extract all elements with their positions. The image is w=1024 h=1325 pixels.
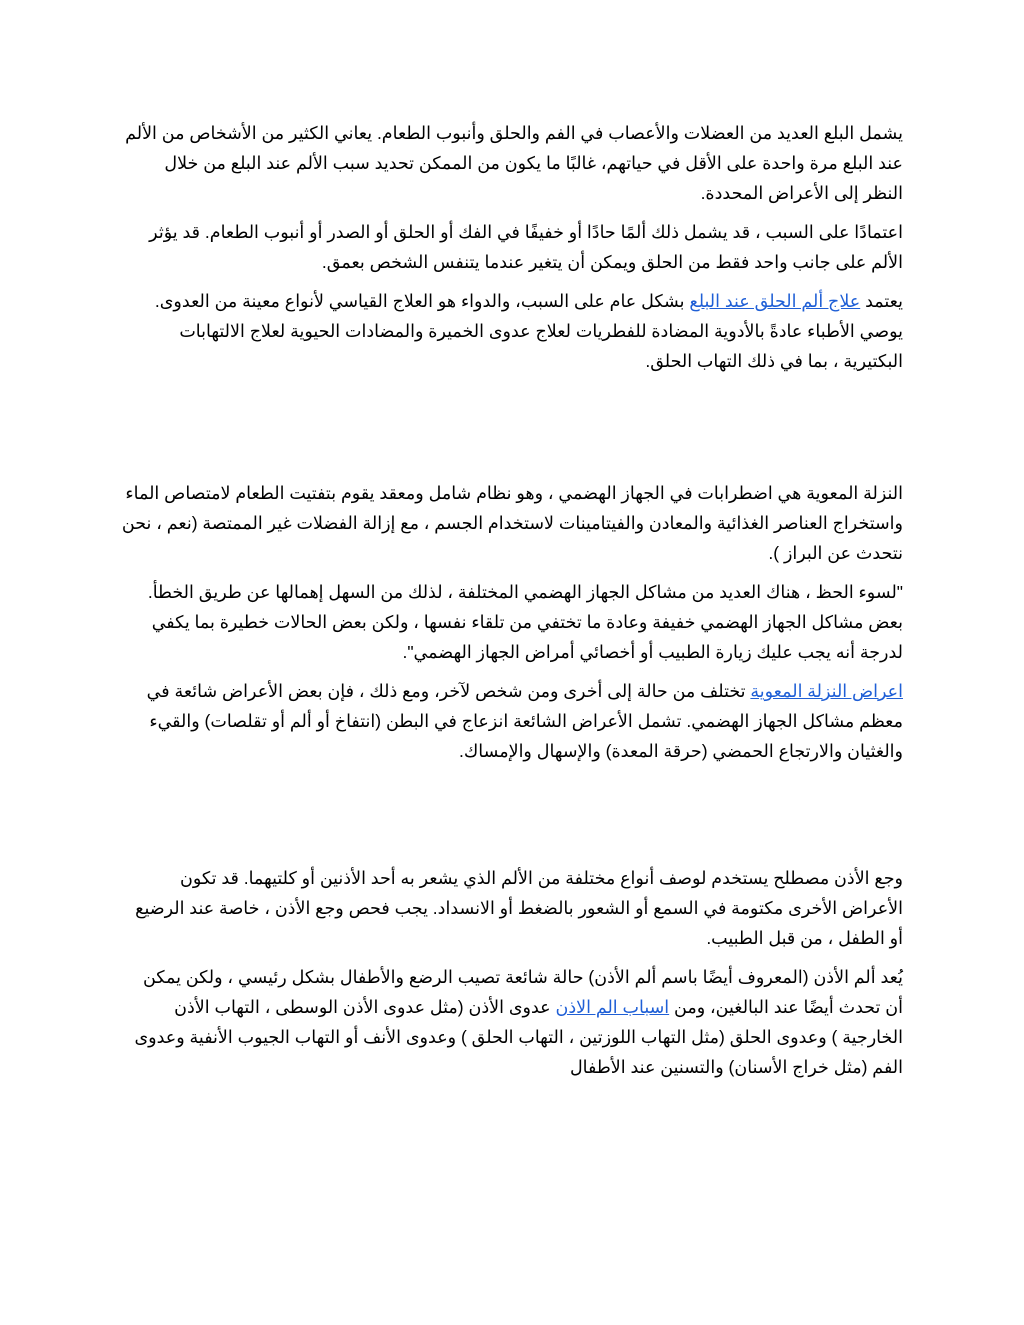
- paragraph-with-link: [121, 962, 903, 1082]
- paragraph: "لسوء الحظ ، هناك العديد من مشاكل الجهاز الهضمي المختلفة ، لذلك من السهل إهمالها عن طريق الخطأ. بعض مشاكل الجهاز الهضمي خفيفة وعادة ما تختفي من تلقاء نفسها ، ولكن بعض الحالات خطيرة بما يكفي لدرجة أنه يجب عليك زيارة الطبيب أو أخصائي أمراض الجهاز الهضمي".: [147, 582, 903, 662]
- link-ear-pain-causes[interactable]: اسباب الم الاذن: [555, 997, 670, 1017]
- link-gastroenteritis-symptoms[interactable]: اعراض النزلة المعوية: [750, 681, 903, 701]
- section-gastroenteritis: [121, 478, 903, 775]
- link-throat-pain-treatment[interactable]: علاج ألم الحلق عند البلع: [689, 291, 861, 311]
- paragraph: وجع الأذن مصطلح يستخدم لوصف أنواع مختلفة من الألم الذي يشعر به أحد الأذنين أو كلتيهما. قد تكون الأعراض الأخرى مكتومة في السمع أو الشعور بالضغط أو الانسداد. يجب فحص وجع الأذن ، خاصة عند الرضيع أو الطفل ، من قبل الطبيب.: [135, 868, 903, 948]
- paragraph-text-after: بشكل عام على السبب، والدواء هو العلاج القياسي لأنواع معينة من العدوى. يوصي الأطباء عادةً بالأدوية المضادة للفطريات لعلاج عدوى الخميرة والمضادات الحيوية لعلاج الالتهابات البكتيرية ، بما في ذلك التهاب الحلق.: [154, 291, 903, 371]
- paragraph-text-after: عدوى الأذن (مثل عدوى الأذن الوسطى ، التهاب الأذن الخارجية ) وعدوى الحلق (مثل التهاب اللوزتين ، التهاب الحلق ) وعدوى الأنف أو التهاب الجيوب الأنفية وعدوى الفم (مثل خراج الأسنان) والتسنين عند الأطفال: [134, 997, 903, 1077]
- paragraph-text-before: يُعد ألم الأذن (المعروف أيضًا باسم ألم الأذن) حالة شائعة تصيب الرضع والأطفال بشكل رئيسي ، ولكن يمكن أن تحدث أيضًا عند البالغين، ومن: [142, 967, 903, 1017]
- paragraph-text-before: يعتمد: [860, 291, 903, 311]
- paragraph: يشمل البلع العديد من العضلات والأعصاب في الفم والحلق وأنبوب الطعام. يعاني الكثير من الأشخاص من الألم عند البلع مرة واحدة على الأقل في حياتهم، غالبًا ما يكون من الممكن تحديد سبب الألم عند البلع من خلال النظر إلى الأعراض المحددة.: [125, 123, 903, 203]
- paragraph: النزلة المعوية هي اضطرابات في الجهاز الهضمي ، وهو نظام شامل ومعقد يقوم بتفتيت الطعام لامتصاص الماء واستخراج العناصر الغذائية والمعادن والفيتامينات لاستخدام الجسم ، مع إزالة الفضلات غير الممتصة (نعم ، نحن نتحدث عن البراز ).: [121, 483, 903, 563]
- paragraph-with-link: [121, 286, 903, 376]
- section-ear-pain: [121, 863, 903, 1091]
- paragraph-with-link: [121, 676, 903, 766]
- section-swallowing-pain: [121, 118, 903, 385]
- paragraph-text-after: تختلف من حالة إلى أخرى ومن شخص لآخر، ومع ذلك ، فإن بعض الأعراض شائعة في معظم مشاكل الجهاز الهضمي. تشمل الأعراض الشائعة انزعاج في البطن (انتفاخ أو ألم أو تقلصات) والقيء والغثيان والارتجاع الحمضي (حرقة المعدة) والإسهال والإمساك.: [146, 681, 903, 761]
- paragraph: اعتمادًا على السبب ، قد يشمل ذلك ألمًا حادًا أو خفيفًا في الفك أو الحلق أو الصدر أو أنبوب الطعام. قد يؤثر الألم على جانب واحد فقط من الحلق ويمكن أن يتغير عندما يتنفس الشخص بعمق.: [149, 222, 903, 272]
